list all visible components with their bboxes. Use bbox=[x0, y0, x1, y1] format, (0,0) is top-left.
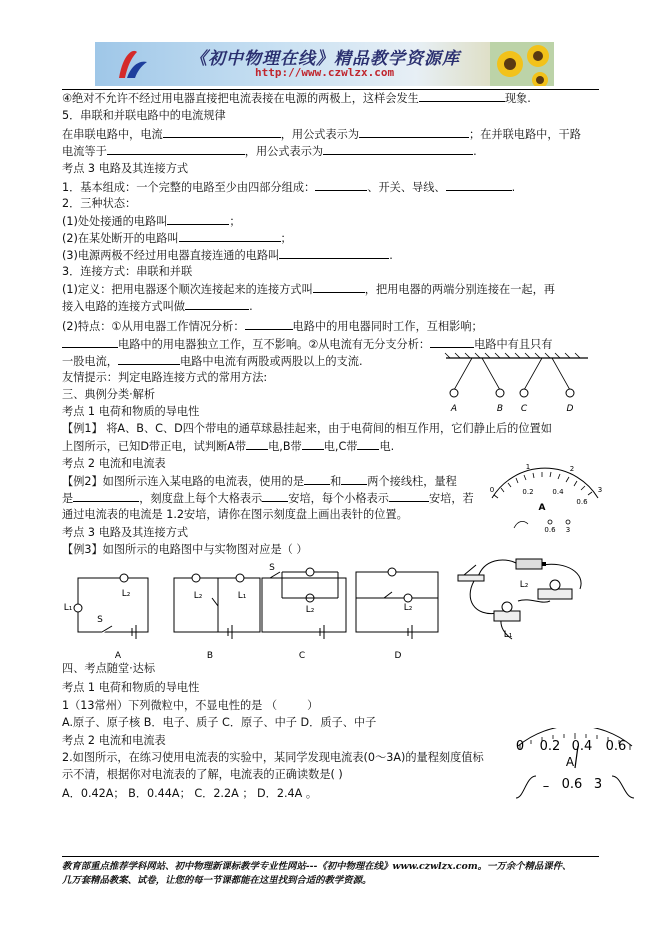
site-title: 《初中物理在线》精品教学资源库 bbox=[190, 49, 460, 69]
section-heading: 三、典例分类·解析 bbox=[62, 388, 156, 401]
sunflower-icon bbox=[490, 42, 554, 86]
text-line: (3)电源两极不经过用电器直接连通的电路叫 . bbox=[62, 249, 393, 262]
bulb-label: L₂ bbox=[121, 589, 131, 599]
terminal-label: – bbox=[542, 779, 550, 794]
answer-blank[interactable] bbox=[179, 230, 281, 242]
ammeter-symbol: A bbox=[565, 755, 575, 769]
footer-line: 几万套精品教案、试卷，让您的每一节课都能在这里找到合适的教学资源。 bbox=[62, 875, 372, 886]
tick-label: 0 bbox=[515, 739, 525, 754]
text-line: 3．连接方式：串联和并联 bbox=[62, 265, 193, 278]
text-line: 接入电路的连接方式叫做 . bbox=[62, 300, 253, 313]
answer-blank[interactable] bbox=[357, 438, 379, 450]
charged-balls-figure bbox=[442, 350, 592, 416]
text-line: 上图所示，已知D带正电，试判断A带 电,B带 电,C带 电. bbox=[62, 440, 395, 453]
text-line: 1．基本组成：一个完整的电路至少由四部分组成： 、开关、导线、 . bbox=[62, 181, 516, 194]
text-line: (2)在某处断开的电路叫 ； bbox=[62, 232, 292, 245]
bulb-label: L₁ bbox=[237, 591, 247, 601]
ball-label: D bbox=[566, 404, 574, 414]
text-line: 电流等于 ，用公式表示为 . bbox=[62, 145, 477, 158]
answer-blank[interactable] bbox=[163, 126, 281, 138]
section-heading: 考点 1 电荷和物质的导电性 bbox=[62, 681, 200, 694]
answer-blank[interactable] bbox=[262, 490, 288, 502]
section-heading: 考点 2 电流和电流表 bbox=[62, 457, 166, 470]
answer-blank[interactable] bbox=[430, 336, 474, 348]
tick-label: 0.4 bbox=[552, 488, 564, 496]
ball-c bbox=[520, 389, 528, 397]
text-line: 电路中的用电器独立工作，互不影响。②从电流有无分支分析： 电路中有且只有 bbox=[62, 336, 552, 353]
ball-label: A bbox=[450, 404, 458, 414]
answer-blank[interactable] bbox=[279, 247, 389, 259]
switch-label: S bbox=[97, 615, 103, 625]
site-url[interactable]: http://www.czwlzx.com bbox=[255, 66, 395, 79]
section-heading: 考点 1 电荷和物质的导电性 bbox=[62, 405, 200, 418]
option-label: C bbox=[298, 651, 306, 661]
answer-blank[interactable] bbox=[185, 298, 249, 310]
tick-label: 2 bbox=[569, 465, 575, 473]
tick-label: 1 bbox=[525, 464, 531, 471]
option-label: A bbox=[114, 651, 122, 661]
tick-label: 0.6 bbox=[576, 498, 588, 506]
bulb-label: L₂ bbox=[403, 603, 413, 613]
answer-blank[interactable] bbox=[304, 473, 330, 485]
text-line: 友情提示：判定电路连接方式的常用方法: bbox=[62, 371, 268, 384]
bulb-label: L₂ bbox=[193, 591, 203, 601]
ammeter-dial-figure bbox=[484, 464, 606, 538]
answer-blank[interactable] bbox=[167, 213, 229, 225]
option-label: D bbox=[394, 651, 402, 661]
answer-blank[interactable] bbox=[245, 318, 293, 330]
footer-rule bbox=[62, 856, 599, 857]
answer-blank[interactable] bbox=[107, 143, 245, 155]
footer-line: 教育部重点推荐学科网站、初中物理新课标教学专业性网站---《初中物理在线》www.czwlzx.com。一万余个精品课件、 bbox=[62, 861, 572, 872]
terminal-label: 0.6 bbox=[561, 777, 583, 792]
answer-options: A．0.42A； B．0.44A； C．2.2A ； D．2.4A 。 bbox=[62, 787, 318, 800]
text-line: 5．串联和并联电路中的电流规律 bbox=[62, 109, 226, 122]
answer-blank[interactable] bbox=[313, 281, 365, 293]
text-line: 一股电流， 电路中电流有两股或两股以上的支流. bbox=[62, 355, 363, 368]
answer-blank[interactable] bbox=[323, 143, 473, 155]
text-line: 【例1】 将A、B、C、D四个带电的通草球悬挂起来，由于电荷间的相互作用，它们静止后的位置如 bbox=[62, 422, 552, 435]
answer-blank[interactable] bbox=[446, 179, 512, 191]
answer-blank[interactable] bbox=[246, 438, 268, 450]
section-heading: 考点 3 电路及其连接方式 bbox=[62, 162, 189, 175]
terminal-label: 3 bbox=[593, 777, 603, 792]
switch-icon bbox=[458, 575, 484, 581]
bulb-label: L₁ bbox=[63, 603, 73, 613]
ammeter-dial-figure-2 bbox=[512, 728, 638, 800]
tick-label: 0.2 bbox=[539, 739, 561, 754]
physical-circuit-figure bbox=[454, 553, 604, 649]
page-footer bbox=[62, 860, 602, 888]
ammeter-symbol: A bbox=[538, 503, 546, 513]
option-label: B bbox=[206, 651, 214, 661]
battery-icon bbox=[516, 559, 542, 569]
answer-blank[interactable] bbox=[118, 353, 180, 365]
ball-b bbox=[496, 389, 504, 397]
answer-blank[interactable] bbox=[419, 90, 505, 102]
answer-blank[interactable] bbox=[73, 490, 139, 502]
answer-blank[interactable] bbox=[341, 473, 367, 485]
ball-label: B bbox=[496, 404, 504, 414]
text-line: 通过电流表的电流是 1.2安培，请你在图示刻度盘上画出表针的位置。 bbox=[62, 508, 408, 521]
text-line: 【例3】如图所示的电路图中与实物图对应是（ ） bbox=[62, 543, 308, 556]
text-line: (2)特点：①从用电器工作情况分析： 电路中的用电器同时工作，互相影响； bbox=[62, 320, 483, 333]
text-line: 示不清，根据你对电流表的了解，电流表的正确读数是( ) bbox=[62, 768, 343, 781]
ball-d bbox=[566, 389, 574, 397]
answer-blank[interactable] bbox=[359, 126, 469, 138]
tick-label: 0.4 bbox=[571, 739, 593, 754]
ball-label: C bbox=[520, 404, 528, 414]
answer-blank[interactable] bbox=[389, 490, 429, 502]
section-heading: 考点 3 电路及其连接方式 bbox=[62, 526, 189, 539]
text-line: 2.如图所示，在练习使用电流表的实验中，某同学发现电流表(0～3A)的量程刻度值标 bbox=[62, 751, 484, 764]
text-line: 1（13常州）下列微粒中，不显电性的是 （ ） bbox=[62, 699, 319, 712]
circuit-diagrams-figure bbox=[62, 558, 442, 664]
answer-blank[interactable] bbox=[315, 179, 367, 191]
section-heading: 考点 2 电流和电流表 bbox=[62, 734, 166, 747]
text-line: 在串联电路中，电流 ，用公式表示为 ；在并联电路中，干路 bbox=[62, 128, 581, 141]
tick-label: 0.2 bbox=[522, 488, 534, 496]
answer-blank[interactable] bbox=[62, 336, 118, 348]
tick-label: 0 bbox=[489, 486, 495, 494]
text-line: (1)处处接通的电路叫 ； bbox=[62, 215, 241, 228]
bulb-label: L₂ bbox=[305, 605, 315, 615]
section-heading: 四、考点随堂·达标 bbox=[62, 662, 156, 675]
answer-blank[interactable] bbox=[277, 698, 307, 709]
text-line: (1)定义：把用电器逐个顺次连接起来的连接方式叫 ，把用电器的两端分别连接在一起，再 bbox=[62, 283, 555, 296]
answer-blank[interactable] bbox=[302, 438, 324, 450]
tick-label: 3 bbox=[597, 486, 603, 494]
text-line: ④绝对不允许不经过用电器直接把电流表接在电源的两极上，这样会发生 现象. bbox=[62, 92, 531, 105]
terminal-label: 0.6 bbox=[544, 526, 556, 534]
text-line: 【例2】如图所示连入某电路的电流表，使用的是 和 两个接线柱，量程 bbox=[62, 475, 457, 488]
switch-label: S bbox=[269, 563, 275, 573]
ball-a bbox=[450, 389, 458, 397]
text-line: 2．三种状态： bbox=[62, 197, 137, 210]
answer-options: A.原子、原子核 B．电子、质子 C．原子、中子 D．质子、中子 bbox=[62, 716, 377, 729]
tick-label: 0.6 bbox=[605, 739, 627, 754]
text-line: 是 ，刻度盘上每个大格表示 安培，每个小格表示 安培，若 bbox=[62, 492, 474, 505]
site-logo-icon bbox=[113, 44, 153, 84]
bulb-label: L₁ bbox=[503, 630, 513, 640]
terminal-label: 3 bbox=[565, 526, 571, 534]
bulb-label: L₂ bbox=[519, 580, 529, 590]
header-banner bbox=[95, 42, 554, 86]
